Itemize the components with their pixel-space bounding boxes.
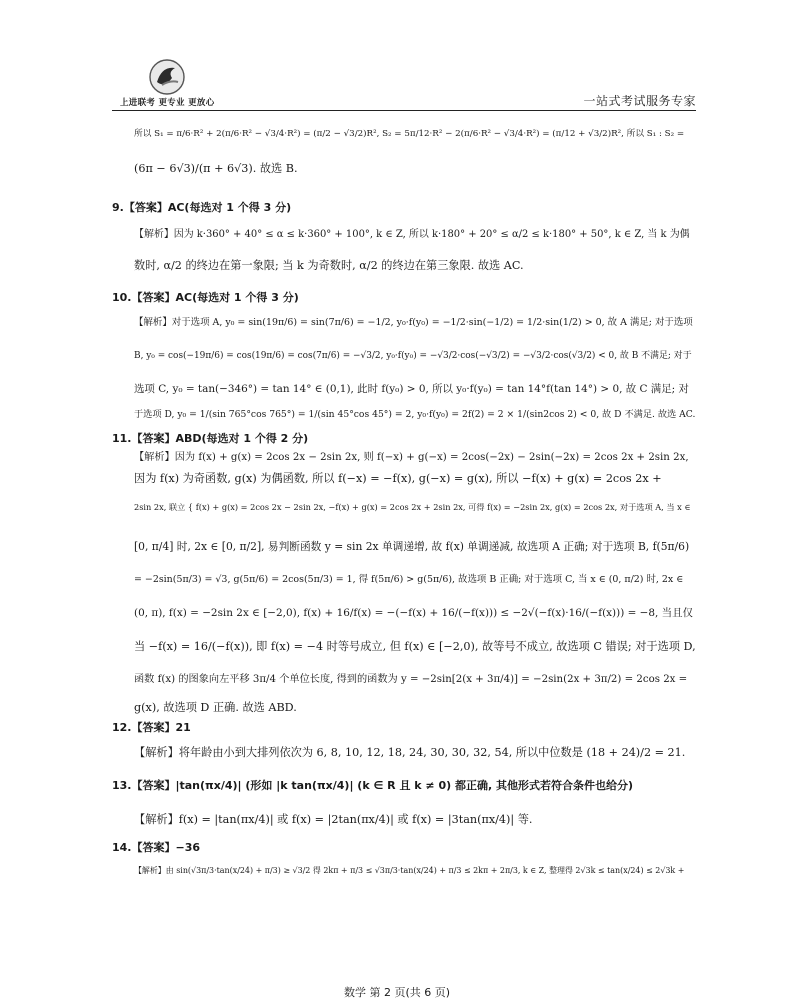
text-line: 数时, α/2 的终边在第一象限; 当 k 为奇数时, α/2 的终边在第三象限. 故选 AC. [134,259,524,272]
text-line: g(x), 故选项 D 正确. 故选 ABD. [134,701,297,714]
question-9-answer: 9.【答案】AC(每选对 1 个得 3 分) [112,201,292,214]
text-line: 【解析】因为 k·360° + 40° ≤ α ≤ k·360° + 100°, k ∈ Z, 所以 k·180° + 20° ≤ α/2 ≤ k·180° + 50°, k ∈ Z, 当 k 为偶 [134,229,690,240]
text-line: 选项 C, y₀ = tan(−346°) = tan 14° ∈ (0,1), 此时 f(y₀) > 0, 所以 y₀·f(y₀) = tan 14°f(tan 14°) > 0, 故 C 满足; 对 [134,383,689,395]
text-line: 所以 S₁ = π/6·R² + 2(π/6·R² − √3/4·R²) = (π/2 − √3/2)R², S₂ = 5π/12·R² − 2(π/6·R² − √3/4·R²) = (π/12 + √3/2)R², 所以 S₁ : S₂ = [134,129,685,139]
question-10-answer: 10.【答案】AC(每选对 1 个得 3 分) [112,291,299,304]
question-14-answer: 14.【答案】−36 [112,841,201,854]
header-divider [112,110,696,111]
question-12-answer: 12.【答案】21 [112,721,191,734]
page-header [112,58,696,110]
text-line: (0, π), f(x) = −2sin 2x ∈ [−2,0), f(x) + 16/f(x) = −(−f(x) + 16/(−f(x))) ≤ −2√(−f(x)·16/(−f(x))) = −8, 当且仅 [134,607,693,619]
logo-emblem-icon [148,58,186,96]
question-13-answer: 13.【答案】|tan(πx/4)| (形如 |k tan(πx/4)| (k ∈ R 且 k ≠ 0) 都正确, 其他形式若符合条件也给分) [112,779,634,792]
text-line: 函数 f(x) 的图象向左平移 3π/4 个单位长度, 得到的函数为 y = −2sin[2(x + 3π/4)] = −2sin(2x + 3π/2) = 2cos 2x = [134,674,688,685]
page-footer: 数学 第 2 页(共 6 页) [343,986,451,999]
text-line: 【解析】由 sin(√3π/3·tan(x/24) + π/3) ≥ √3/2 得 2kπ + π/3 ≤ √3π/3·tan(x/24) + π/3 ≤ 2kπ + 2π/3, k ∈ Z, 整理得 2√3k ≤ tan(x/24) ≤ 2√3k + [134,866,685,875]
logo-slogan: 上进联考 更专业 更放心 [120,98,215,108]
text-line: 当 −f(x) = 16/(−f(x)), 即 f(x) = −4 时等号成立, 但 f(x) ∈ [−2,0), 故等号不成立, 故选项 C 错误; 对于选项 D, [134,640,696,653]
text-line: 【解析】对于选项 A, y₀ = sin(19π/6) = sin(7π/6) = −1/2, y₀·f(y₀) = −1/2·sin(−1/2) = 1/2·sin(1/2) > 0, 故 A 满足; 对于选项 [134,317,693,328]
text-line: = −2sin(5π/3) = √3, g(5π/6) = 2cos(5π/3) = 1, 得 f(5π/6) > g(5π/6), 故选项 B 正确; 对于选项 C, 当 x ∈ (0, π/2) 时, 2x ∈ [134,574,684,585]
question-11-answer: 11.【答案】ABD(每选对 1 个得 2 分) [112,432,309,445]
text-line: 于选项 D, y₀ = 1/(sin 765°cos 765°) = 1/(sin 45°cos 45°) = 2, y₀·f(y₀) = 2f(2) = 2 × 1/(sin2cos 2) < 0, 故 D 不满足. 故选 AC. [134,409,696,420]
text-line: (6π − 6√3)/(π + 6√3). 故选 B. [134,162,298,175]
logo [120,58,220,108]
text-line: 2sin 2x, 联立 { f(x) + g(x) = 2cos 2x − 2sin 2x, −f(x) + g(x) = 2cos 2x + 2sin 2x, 可得 f(x) = −2sin 2x, g(x) = 2cos 2x, 对于选项 A, 当 x ∈ [134,502,691,512]
text-line: 【解析】因为 f(x) + g(x) = 2cos 2x − 2sin 2x, 则 f(−x) + g(−x) = 2cos(−2x) − 2sin(−2x) = 2cos 2x + 2sin 2x, [134,452,689,463]
text-line: [0, π/4] 时, 2x ∈ [0, π/2], 易判断函数 y = sin 2x 单调递增, 故 f(x) 单调递减, 故选项 A 正确; 对于选项 B, f(5π/6) [134,540,690,553]
text-line: 因为 f(x) 为奇函数, g(x) 为偶函数, 所以 f(−x) = −f(x), g(−x) = g(x), 所以 −f(x) + g(x) = 2cos 2x + [134,472,662,485]
text-line: 【解析】f(x) = |tan(πx/4)| 或 f(x) = |2tan(πx/4)| 或 f(x) = |3tan(πx/4)| 等. [134,813,533,826]
text-line: 【解析】将年龄由小到大排列依次为 6, 8, 10, 12, 18, 24, 30, 30, 32, 54, 所以中位数是 (18 + 24)/2 = 21. [134,746,686,759]
text-line: B, y₀ = cos(−19π/6) = cos(19π/6) = cos(7π/6) = −√3/2, y₀·f(y₀) = −√3/2·cos(−√3/2) = −√3/2·cos(√3/2) < 0, 故 B 不满足; 对于 [134,351,692,361]
header-tagline: 一站式考试服务专家 [583,94,696,108]
